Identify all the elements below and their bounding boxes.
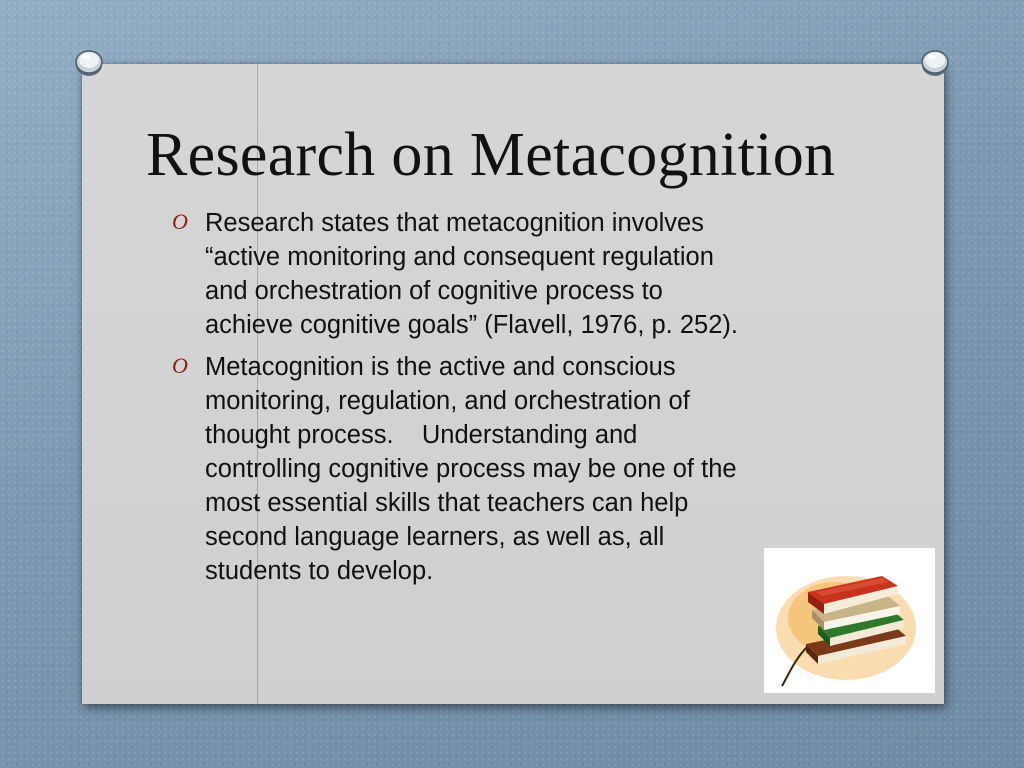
pushpin-left-icon	[70, 43, 108, 81]
bullet-text: Metacognition is the active and conscious monitoring, regulation, and orchestration of thought process. Understanding and controlling cognitive process may be one of the most essential skills that teachers can help second language learners, as well as, all students to develop.	[205, 353, 737, 585]
bullet-marker-icon: O	[172, 209, 188, 234]
bullet-text: Research states that metacognition involves “active monitoring and consequent regulation and orchestration of cognitive process to achieve cognitive goals” (Flavell, 1976, p. 252).	[205, 209, 738, 339]
stacked-books-icon	[764, 548, 935, 693]
slide-title: Research on Metacognition	[146, 121, 836, 189]
bullet-list	[170, 206, 830, 596]
bullet-item	[170, 206, 830, 342]
bullet-marker-icon: O	[172, 353, 188, 378]
pushpin-right-icon	[916, 43, 954, 81]
bullet-item	[170, 350, 830, 588]
books-image	[764, 548, 935, 693]
